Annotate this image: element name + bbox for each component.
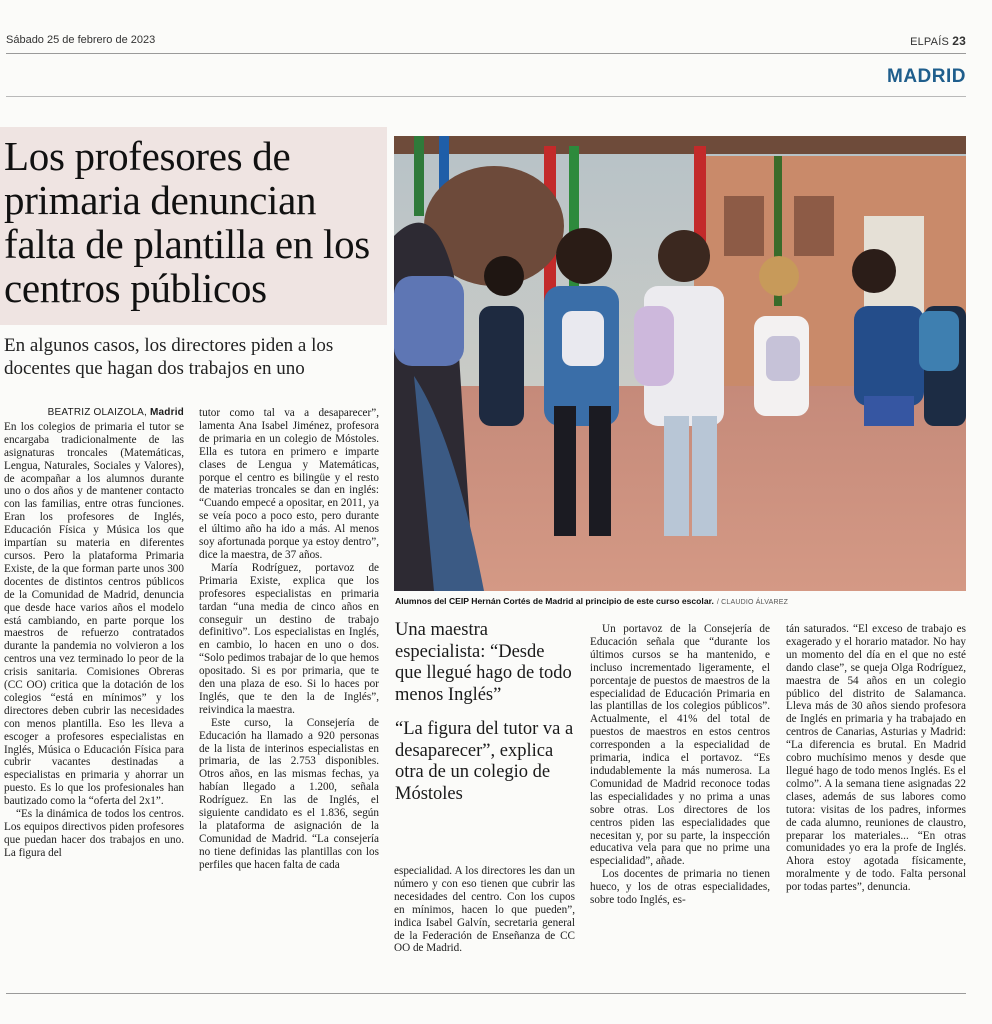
paragraph: “Es la dinámica de todos los centros. Los equipos directivos piden profesores que puedan hacer dos trabajos en uno. La figura del [4, 808, 184, 859]
footer-rule [6, 993, 966, 994]
paragraph: Los docentes de primaria no tienen hueco, y los de otras especialidades, sobre todo Inglés, es- [590, 868, 770, 907]
article-subheadline: En algunos casos, los directores piden a los docentes que hagan dos trabajos en uno [4, 335, 334, 379]
article-column-2 [199, 407, 379, 872]
paragraph: Este curso, la Consejería de Educación ha llamado a 920 personas de la lista de interinos especialistas en primaria, de las 2.753 disponibles. Otros años, en las mismas fechas, ya habían llegado a 1.200, señala Rodríguez. En las de Inglés, el siguiente candidato es el 1.836, según la plataforma de asignación de la Comunidad de Madrid. “La consejería no tiene definidas las plantillas con los perfiles que hacen falta de cada [199, 716, 379, 871]
paper-folio [910, 34, 966, 48]
header-rule [6, 53, 966, 54]
paper-name: ELPAÍS [910, 36, 949, 48]
issue-date: Sábado 25 de febrero de 2023 [6, 34, 156, 46]
schoolchildren-photo-illustration [394, 136, 966, 591]
paragraph: especialidad. A los directores les dan un número y con eso tienen que cubrir las necesidades del centro. Con los cupos en mínimos, hacen lo que pueden”, indica Isabel Galvín, secretaria general de la Federación de Enseñanza de CC OO de Madrid. [394, 865, 575, 955]
photo-caption [395, 596, 965, 606]
pullquote-1: Una maestra especialista: “Desde que llegué hago de todo menos Inglés” [395, 620, 572, 705]
caption-text: Alumnos del CEIP Hernán Cortés de Madrid al principio de este curso escolar. [395, 596, 714, 606]
byline [4, 407, 184, 420]
paragraph: María Rodríguez, portavoz de Primaria Existe, explica que los profesores especialistas en primaria tardan “una media de cinco años en conseguir un destino de trabajo definitivo”. Los especialistas en Inglés, en cambio, lo hacen en uno o dos. “Solo pedimos trabajar de lo que hemos opositado. Si es por primaria, que te den una plaza de eso. Si lo haces por Inglés, que te den la de Inglés”, reivindica la maestra. [199, 561, 379, 716]
article-headline: Los profesores de primaria denuncian falta de plantilla en los centros públicos [4, 133, 370, 311]
page-number: 23 [952, 34, 966, 48]
article-column-1 [4, 407, 184, 860]
pullquotes [395, 620, 575, 818]
page-header [6, 34, 966, 52]
article-photo [394, 136, 966, 591]
article-column-5 [786, 623, 966, 894]
article-column-3 [394, 865, 575, 955]
paragraph: Un portavoz de la Consejería de Educación señala que “durante los últimos cursos se ha mantenido, e incluso incrementado ligeramente, el porcentaje de puestos de maestros de la especialidad de Educación Primaria en las plantillas de los colegios públicos”. Actualmente, el 41% del total de puestos de maestros en estos centros corresponden a la especialidad de primaria, indica el portavoz. “Es indudablemente la más numerosa. La Comunidad de Madrid reconoce todas las especialidades y no prima a unas sobre otras. Los directores de los centros piden las especialidades que necesitan y, por su parte, la inspección educativa vela para que no prime una especialidad”, añade. [590, 623, 770, 868]
paragraph: En los colegios de primaria el tutor se encargaba tradicionalmente de las asignaturas troncales (Matemáticas, Lengua, Naturales, Sociales y Valores), de acompañar a los alumnos durante uno o dos años y de mantener contacto con las familias, entre otras funciones. Eran los profesores de Inglés, Educación Física y Música los que impartían su materia en diferentes cursos. Pero la plataforma Primaria Existe, de la que forman parte unos 300 docentes de distintos centros públicos de la Comunidad de Madrid, denuncia que desde hace varios años el modelo está cambiando, en parte porque los maestros de refuerzo contratados durante la pandemia no volvieron a los centros una vez terminado lo peor de la crisis sanitaria. Comisiones Obreras (CC OO) critica que la dotación de los colegios “está en mínimos” y los directores deben cubrir las necesidades con menos plantilla. Eso les lleva a escoger a profesores especialistas en Inglés, Música o Educación Física para cubrir vacantes destinadas a especialistas en primaria y ahorrar un puesto. Es lo que los profesionales han bautizado como la “oferta del 2x1”. [4, 420, 184, 808]
article-column-4 [590, 623, 770, 907]
byline-author: BEATRIZ OLAIZOLA, [47, 407, 148, 418]
section-name: MADRID [887, 66, 966, 87]
paragraph: tutor como tal va a desaparecer”, lamenta Ana Isabel Jiménez, profesora de primaria en un colegio de Móstoles. Ella es tutora en primero e imparte clases de Lengua y Matemáticas, porque el centro es bilingüe y el resto de materias troncales se dan en inglés: “Cuando empecé a opositar, en 2011, ya se veía poco a poco esto, pero durante el último año ha ido a más. Al menos soy afortunada porque ya estoy dentro”, dice la maestra, de 37 años. [199, 407, 379, 561]
paragraph: tán saturados. “El exceso de trabajo es exagerado y el horario matador. No hay un momento del día en el que no esté dando clase”, se queja Olga Rodríguez, maestra de 54 años en un colegio público del distrito de Salamanca. Lleva más de 30 años siendo profesora de Inglés en primaria y ha trabajado en centros de Canarias, Asturias y Madrid: “La diferencia es brutal. En Madrid cobro muchísimo menos y desde que llegué hago de todo menos Inglés. Es el colmo”. A la semana tiene asignadas 22 clases, además de sus labores como tutora: visitas de los padres, informes de cada alumno, reuniones de claustro, preparar los materiales... “En otras comunidades yo era la profe de Inglés. Ahora estoy agotada físicamente, moralmente y de todo. Falta personal por todas partes”, denuncia. [786, 623, 966, 894]
section-rule [6, 96, 966, 97]
byline-place: Madrid [150, 407, 184, 418]
photo-credit: / CLAUDIO ÁLVAREZ [716, 599, 789, 606]
pullquote-2: “La figura del tutor va a desaparecer”, explica otra de un colegio de Móstoles [395, 719, 574, 804]
